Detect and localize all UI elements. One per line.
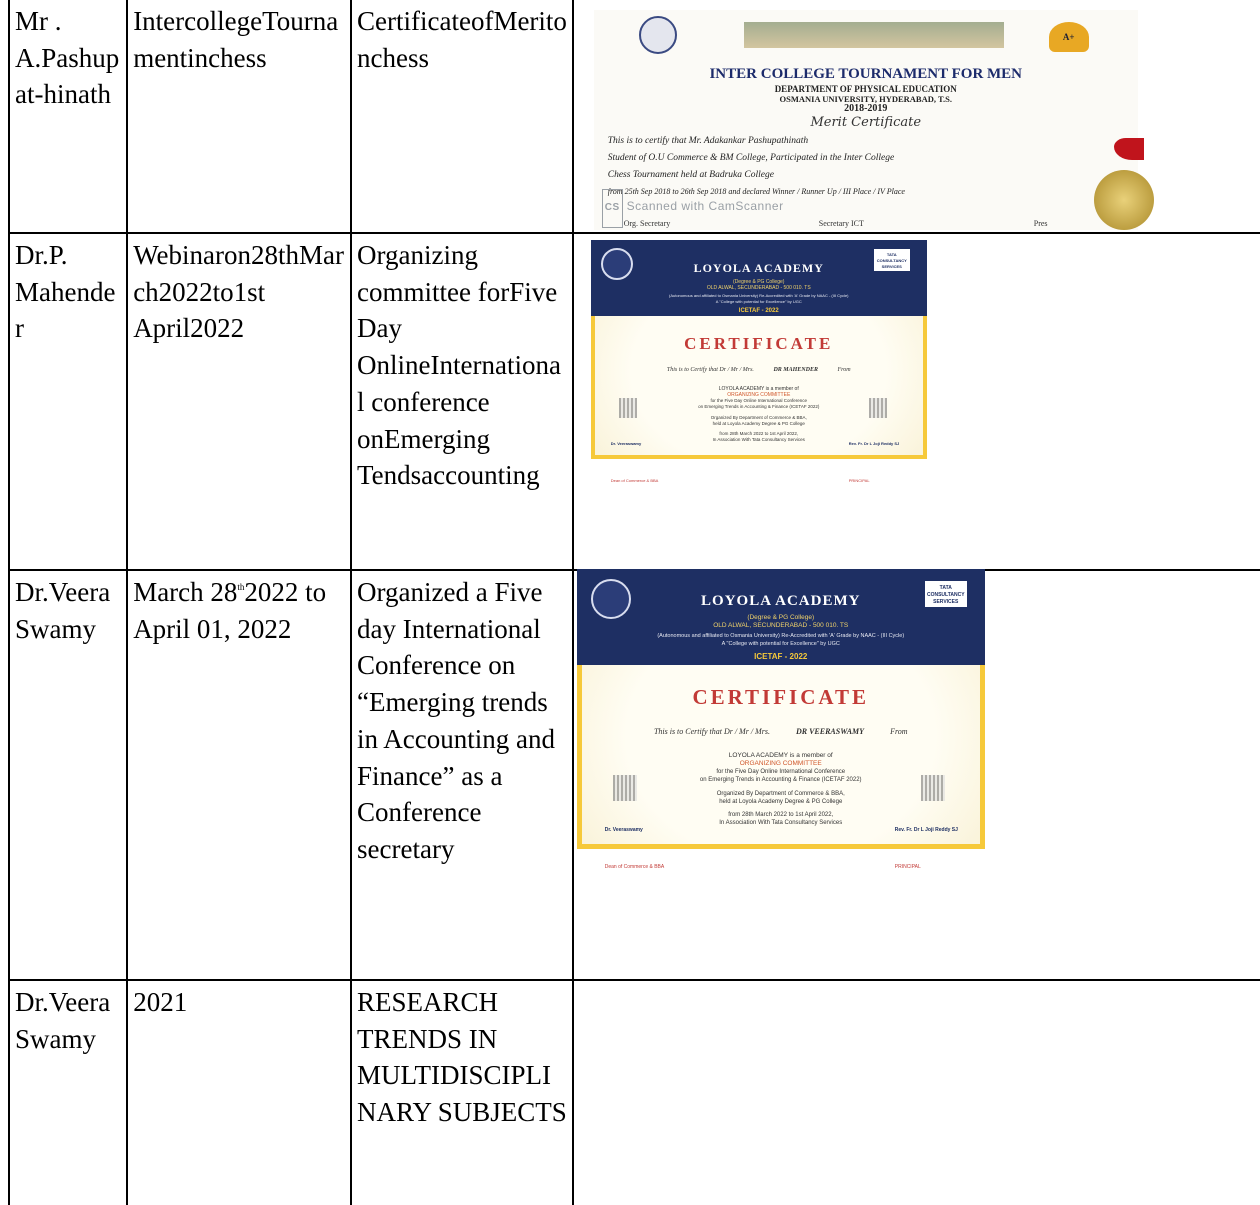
- campus-banner-image: [744, 22, 1004, 48]
- certificate-cell: [573, 980, 1260, 1205]
- loyola-certificate-image: LOYOLA ACADEMY (Degree & PG College) OLD ALWAL, SECUNDERABAD - 500 010. TS (Autonomous and affiliated to Osmania University) Re-Accredited with 'A' Grade by NAAC - (III Cycle) A "College with potential for Excellence" by UGC ICETAF - 2022 TATA CONSULTANCY SERVICES CERTIFICATE This is to Certify that Dr / Mr / Mrs. DR VEERASWAMY From LOYOLA ACADEMY is a member of ORGANIZING COMMITTEE for the Five Day Online International Conference on Emerging Trends in Accounting & Finance (ICETAF 2022) Organized By Department of Commerce & BBA, held at Loyola Academy Degree & PG College from 28th March 2022 to 1st April 2022, In Association With Tata Consultancy Services Dr. Veeraswamy Dean of Commerce & BBA Rev. Fr. Dr L Joji Reddy SJ PRINCIPAL: [577, 569, 985, 849]
- ribbon-icon: [1114, 138, 1144, 160]
- signature-label: Dr. Veeraswamy Dean of Commerce & BBA: [604, 827, 665, 870]
- certificate-line: This is to certify that Mr. Adakankar Pashupathinath: [607, 136, 809, 146]
- certificate-year: 2018-2019: [844, 103, 888, 114]
- signature-label: Dr. Veeraswamy Dean of Commerce & BBA: [610, 441, 659, 483]
- certificate-heading: CERTIFICATE: [684, 334, 834, 353]
- scanner-watermark: CS Scanned with CamScanner: [602, 188, 784, 228]
- achievements-table: [8, 0, 1260, 1205]
- camscanner-logo: CS: [602, 189, 623, 228]
- certificate-cell: [573, 0, 1260, 233]
- event-cell: IntercollegeTournamentinchess: [127, 0, 351, 233]
- qr-code-icon: [869, 398, 887, 418]
- signature-label: Rev. Fr. Dr L Joji Reddy SJ PRINCIPAL: [894, 827, 958, 870]
- description-cell: Organizing committee forFive Day OnlineInternational conference onEmerging Tendsaccounting: [351, 233, 573, 570]
- signature-label: Secretary ICT: [818, 219, 864, 228]
- naac-badge-icon: A+: [1049, 22, 1089, 52]
- qr-code-icon: [613, 775, 637, 801]
- table-row: [9, 570, 1260, 980]
- college-logo-icon: [601, 248, 633, 280]
- description-cell: CertificateofMeritonchess: [351, 0, 573, 233]
- college-logo-icon: [591, 579, 631, 619]
- certificate-line: Student of O.U Commerce & BM College, Participated in the Inter College: [607, 153, 895, 163]
- medal-icon: [1094, 170, 1154, 230]
- signature-label: Rev. Fr. Dr L Joji Reddy SJ PRINCIPAL: [848, 441, 900, 483]
- certificate-heading: Merit Certificate: [810, 115, 922, 130]
- certificate-line: Chess Tournament held at Badruka College: [607, 170, 774, 180]
- chess-certificate-image: [594, 10, 1138, 230]
- university-seal-icon: [639, 16, 677, 54]
- table-row: [9, 0, 1260, 233]
- certificate-line: from 25th Sep 2018 to 26th Sep 2018 and declared Winner / Runner Up / III Place / IV Place: [607, 187, 905, 196]
- event-cell: Webinaron28thMarch2022to1st April2022: [127, 233, 351, 570]
- description-cell: Organized a Five day International Conference on “Emerging trends in Accounting and Finance” as a Conference secretary: [351, 570, 573, 980]
- certificate-department: DEPARTMENT OF PHYSICAL EDUCATION: [774, 84, 957, 94]
- name-cell: Mr . A.Pashupat-hinath: [9, 0, 127, 233]
- tcs-logo: TATA CONSULTANCY SERVICES: [925, 581, 967, 607]
- event-cell: March 28th2022 to April 01, 2022: [127, 570, 351, 980]
- loyola-certificate-image: LOYOLA ACADEMY (Degree & PG College) OLD ALWAL, SECUNDERABAD - 500 010. TS (Autonomous and affiliated to Osmania University) Re-Accredited with 'A' Grade by NAAC - (III Cycle) A "College with potential for Excellence" by UGC ICETAF - 2022 TATA CONSULTANCY SERVICES CERTIFICATE This is to Certify that Dr / Mr / Mrs. DR MAHENDER From LOYOLA ACADEMY is a member of ORGANIZING COMMITTEE for the Five Day Online International Conference on Emerging Trends in Accounting & Finance (ICETAF 2022) Organized By Department of Commerce & BBA, held at Loyola Academy Degree & PG College from 28th March 2022 to 1st April 2022, In Association With Tata Consultancy Services Dr. Veeraswamy Dean of Commerce & BBA Rev. Fr. Dr L Joji Reddy SJ PRINCIPAL: [591, 240, 927, 459]
- description-cell: RESEARCH TRENDS IN MULTIDISCIPLINARY SUBJECTS: [351, 980, 573, 1205]
- event-cell: 2021: [127, 980, 351, 1205]
- certificate-cell: [573, 233, 1260, 570]
- table-row: [9, 980, 1260, 1205]
- name-cell: Dr.P. Mahender: [9, 233, 127, 570]
- table-row: [9, 233, 1260, 570]
- name-cell: Dr.Veera Swamy: [9, 570, 127, 980]
- certificate-heading: CERTIFICATE: [692, 685, 870, 709]
- recipient-name: DR MAHENDER: [773, 367, 818, 373]
- certificate-cell: [573, 570, 1260, 980]
- signature-label: Pres: [1033, 219, 1048, 228]
- signature-label: Org. Secretary: [623, 219, 671, 228]
- name-cell: Dr.VeeraSwamy: [9, 980, 127, 1205]
- certificate-title: INTER COLLEGE TOURNAMENT FOR MEN: [709, 66, 1023, 82]
- qr-code-icon: [619, 398, 637, 418]
- recipient-name: DR VEERASWAMY: [795, 727, 865, 736]
- qr-code-icon: [921, 775, 945, 801]
- tcs-logo: TATA CONSULTANCY SERVICES: [874, 249, 910, 271]
- certificate-university: OSMANIA UNIVERSITY, HYDERABAD, T.S.: [779, 94, 952, 104]
